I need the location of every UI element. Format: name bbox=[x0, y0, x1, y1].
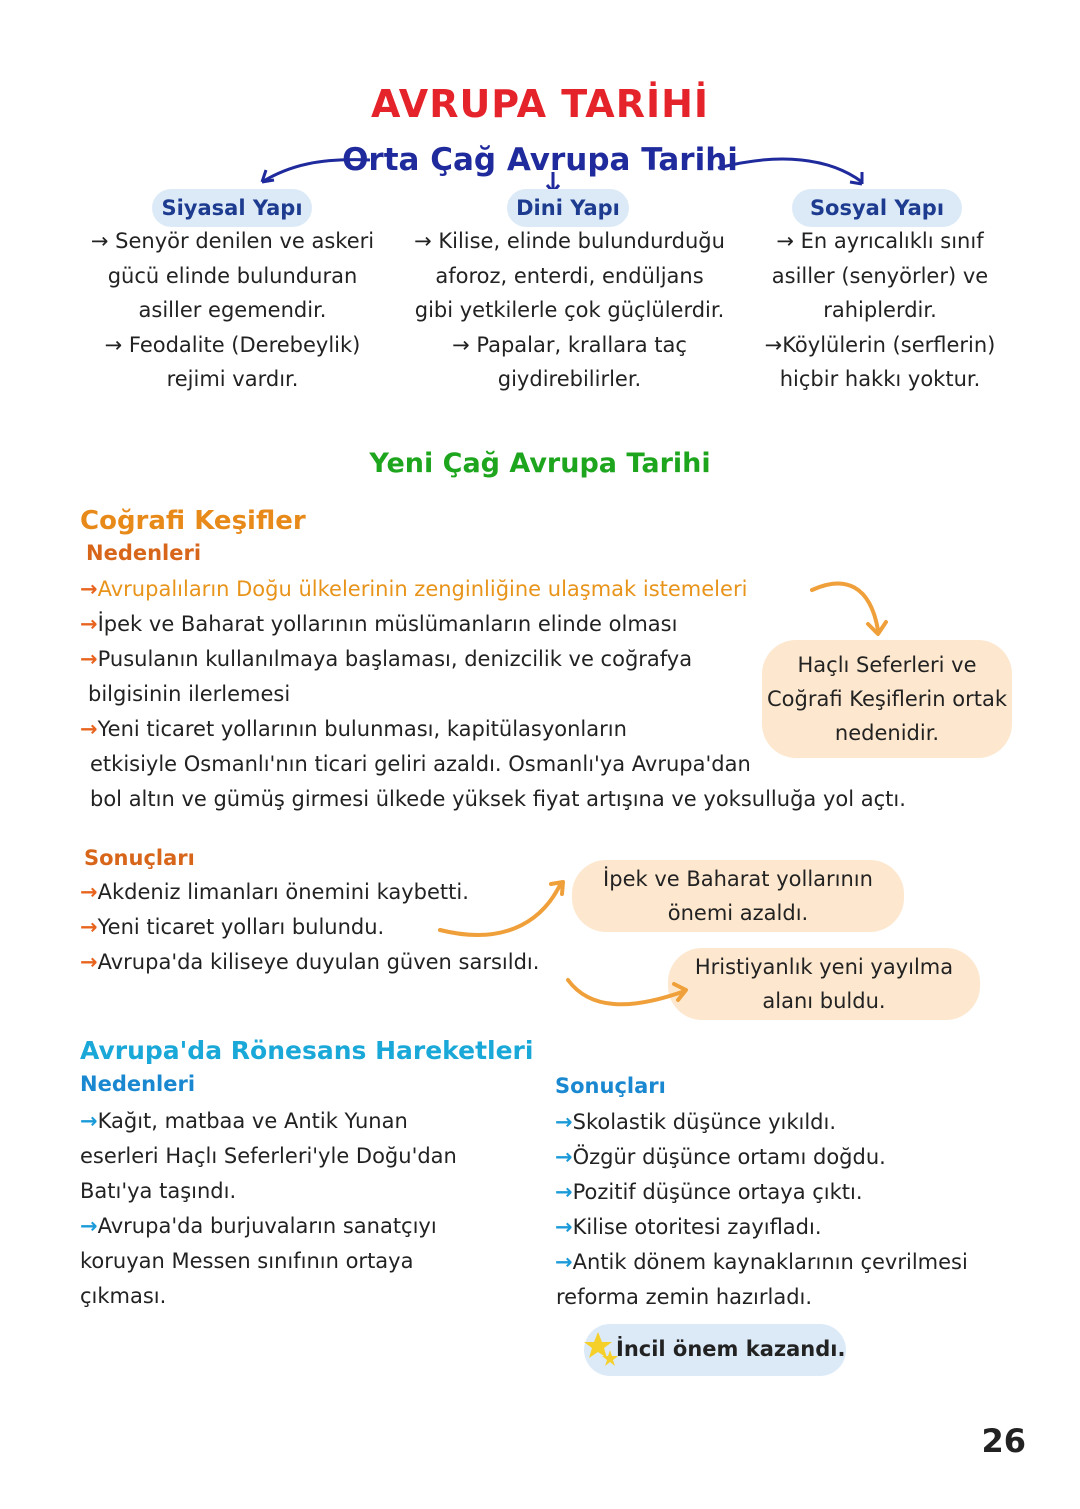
renaissance-result-3-text: Pozitif düşünce ortaya çıktı. bbox=[572, 1180, 863, 1204]
renaissance-result-4-text: Kilise otoritesi zayıfladı. bbox=[572, 1215, 822, 1239]
cause-3a-text: Pusulanın kullanılmaya başlaması, denizcilik ve coğrafya bbox=[97, 647, 693, 671]
cause-1-text: Avrupalıların Doğu ülkelerinin zenginliğine ulaşmak istemeleri bbox=[97, 577, 748, 601]
arrow-icon: → bbox=[555, 1145, 573, 1169]
social-line-4: →Köylülerin (serflerin) bbox=[764, 332, 996, 357]
discoveries-cause-4c: bol altın ve gümüş girmesi ülkede yüksek fiyat artışına ve yoksulluğa yol açtı. bbox=[90, 787, 906, 811]
renaissance-result-3 bbox=[555, 1175, 863, 1210]
common-cause-arrow bbox=[800, 570, 900, 650]
discoveries-cause-1 bbox=[80, 572, 747, 607]
discoveries-cause-4b: etkisiyle Osmanlı'nın ticari geliri azaldı. Osmanlı'ya Avrupa'dan bbox=[90, 752, 751, 776]
discoveries-cause-3a bbox=[80, 642, 692, 677]
social-structure-text bbox=[745, 224, 1015, 397]
political-line-3: asiller egemendir. bbox=[138, 298, 327, 322]
arrow-icon: → bbox=[80, 880, 98, 904]
renaissance-result-2 bbox=[555, 1140, 886, 1175]
discoveries-result-1 bbox=[80, 875, 469, 910]
arrow-icon: → bbox=[555, 1250, 573, 1274]
arrow-icon: → bbox=[555, 1180, 573, 1204]
renaissance-cause-1 bbox=[80, 1104, 490, 1209]
renaissance-result-1-text: Skolastik düşünce yıkıldı. bbox=[572, 1110, 837, 1134]
cause-4a-text: Yeni ticaret yollarının bulunması, kapitülasyonların bbox=[97, 717, 627, 741]
result-2-text: Yeni ticaret yolları bulundu. bbox=[97, 915, 385, 939]
political-line-5: rejimi vardır. bbox=[166, 367, 299, 391]
star-note-text: İncil önem kazandı. bbox=[616, 1337, 846, 1361]
arrow-icon: → bbox=[80, 717, 98, 741]
arrow-icon: → bbox=[80, 1109, 98, 1133]
silk-road-note: İpek ve Baharat yollarının önemi azaldı. bbox=[572, 860, 904, 932]
star-icon bbox=[584, 1330, 618, 1370]
renaissance-cause-2 bbox=[80, 1209, 490, 1314]
arrow-icon: → bbox=[80, 950, 98, 974]
discoveries-causes-label: Nedenleri bbox=[86, 541, 202, 565]
political-structure-text bbox=[70, 224, 395, 397]
discoveries-cause-3b: bilgisinin ilerlemesi bbox=[88, 682, 291, 706]
political-line-4: → Feodalite (Derebeylik) bbox=[104, 332, 361, 357]
new-age-title: Yeni Çağ Avrupa Tarihi bbox=[369, 448, 711, 479]
results-connector-arrows bbox=[420, 870, 720, 1020]
renaissance-cause-2-text: Avrupa'da burjuvaların sanatçıyı koruyan Messen sınıfının ortaya çıkması. bbox=[80, 1214, 437, 1308]
religious-line-3: gibi yetkilerle çok güçlülerdir. bbox=[414, 298, 725, 322]
renaissance-title: Avrupa'da Rönesans Hareketleri bbox=[80, 1036, 534, 1065]
renaissance-causes-label: Nedenleri bbox=[80, 1072, 196, 1096]
religious-line-5: giydirebilirler. bbox=[497, 367, 642, 391]
discoveries-result-2 bbox=[80, 910, 384, 945]
religious-line-4: → Papalar, krallara taç bbox=[452, 332, 687, 357]
discoveries-results-label: Sonuçları bbox=[84, 846, 195, 870]
arrow-icon: → bbox=[80, 577, 98, 601]
christianity-note: Hristiyanlık yeni yayılma alanı buldu. bbox=[668, 948, 980, 1020]
social-structure-label: Sosyal Yapı bbox=[792, 189, 962, 227]
renaissance-result-5b: reforma zemin hazırladı. bbox=[556, 1285, 813, 1309]
arrow-icon: → bbox=[80, 612, 98, 636]
social-line-5: hiçbir hakkı yoktur. bbox=[779, 367, 981, 391]
renaissance-cause-1-text: Kağıt, matbaa ve Antik Yunan eserleri Haçlı Seferleri'yle Doğu'dan Batı'ya taşındı. bbox=[80, 1109, 457, 1203]
star-note bbox=[584, 1324, 846, 1376]
religious-structure-text bbox=[392, 224, 747, 397]
renaissance-result-5a-text: Antik dönem kaynaklarının çevrilmesi bbox=[572, 1250, 968, 1274]
renaissance-result-4 bbox=[555, 1210, 822, 1245]
result-1-text: Akdeniz limanları önemini kaybetti. bbox=[97, 880, 469, 904]
renaissance-result-1 bbox=[555, 1105, 836, 1140]
religious-line-1: → Kilise, elinde bulundurduğu bbox=[414, 229, 725, 253]
arrow-icon: → bbox=[555, 1110, 573, 1134]
cause-2-text: İpek ve Baharat yollarının müslümanların elinde olması bbox=[97, 612, 678, 636]
result-3-text: Avrupa'da kiliseye duyulan güven sarsıldı. bbox=[97, 950, 540, 974]
political-structure-label: Siyasal Yapı bbox=[152, 189, 312, 227]
arrow-icon: → bbox=[80, 915, 98, 939]
religious-structure-label: Dini Yapı bbox=[507, 189, 629, 227]
political-line-2: gücü elinde bulunduran bbox=[107, 263, 358, 288]
middle-ages-title: Orta Çağ Avrupa Tarihi bbox=[342, 142, 738, 178]
arrow-to-political bbox=[262, 160, 370, 182]
social-line-2: asiller (senyörler) ve bbox=[771, 263, 989, 288]
arrow-icon: → bbox=[555, 1215, 573, 1239]
arrow-icon: → bbox=[80, 647, 98, 671]
religious-line-2: aforoz, enterdi, endüljans bbox=[435, 263, 704, 288]
common-cause-note: Haçlı Seferleri ve Coğrafi Keşiflerin ortak nedenidir. bbox=[762, 640, 1012, 758]
page-number: 26 bbox=[981, 1422, 1026, 1460]
page-title: AVRUPA TARİHİ bbox=[370, 82, 710, 126]
arrow-icon: → bbox=[80, 1214, 98, 1238]
christianity-arrow-line bbox=[568, 980, 682, 1004]
political-line-1: → Senyör denilen ve askeri bbox=[90, 229, 375, 253]
discoveries-title: Coğrafi Keşifler bbox=[80, 506, 306, 536]
discoveries-cause-4a bbox=[80, 712, 627, 747]
renaissance-result-2-text: Özgür düşünce ortamı doğdu. bbox=[572, 1145, 886, 1169]
discoveries-cause-2 bbox=[80, 607, 677, 642]
arrow-to-social bbox=[718, 159, 862, 182]
renaissance-results-label: Sonuçları bbox=[555, 1074, 666, 1098]
social-line-1: → En ayrıcalıklı sınıf bbox=[776, 229, 984, 253]
social-line-3: rahiplerdir. bbox=[823, 298, 937, 322]
renaissance-result-5a bbox=[555, 1245, 968, 1280]
silk-road-arrow-line bbox=[440, 885, 560, 935]
